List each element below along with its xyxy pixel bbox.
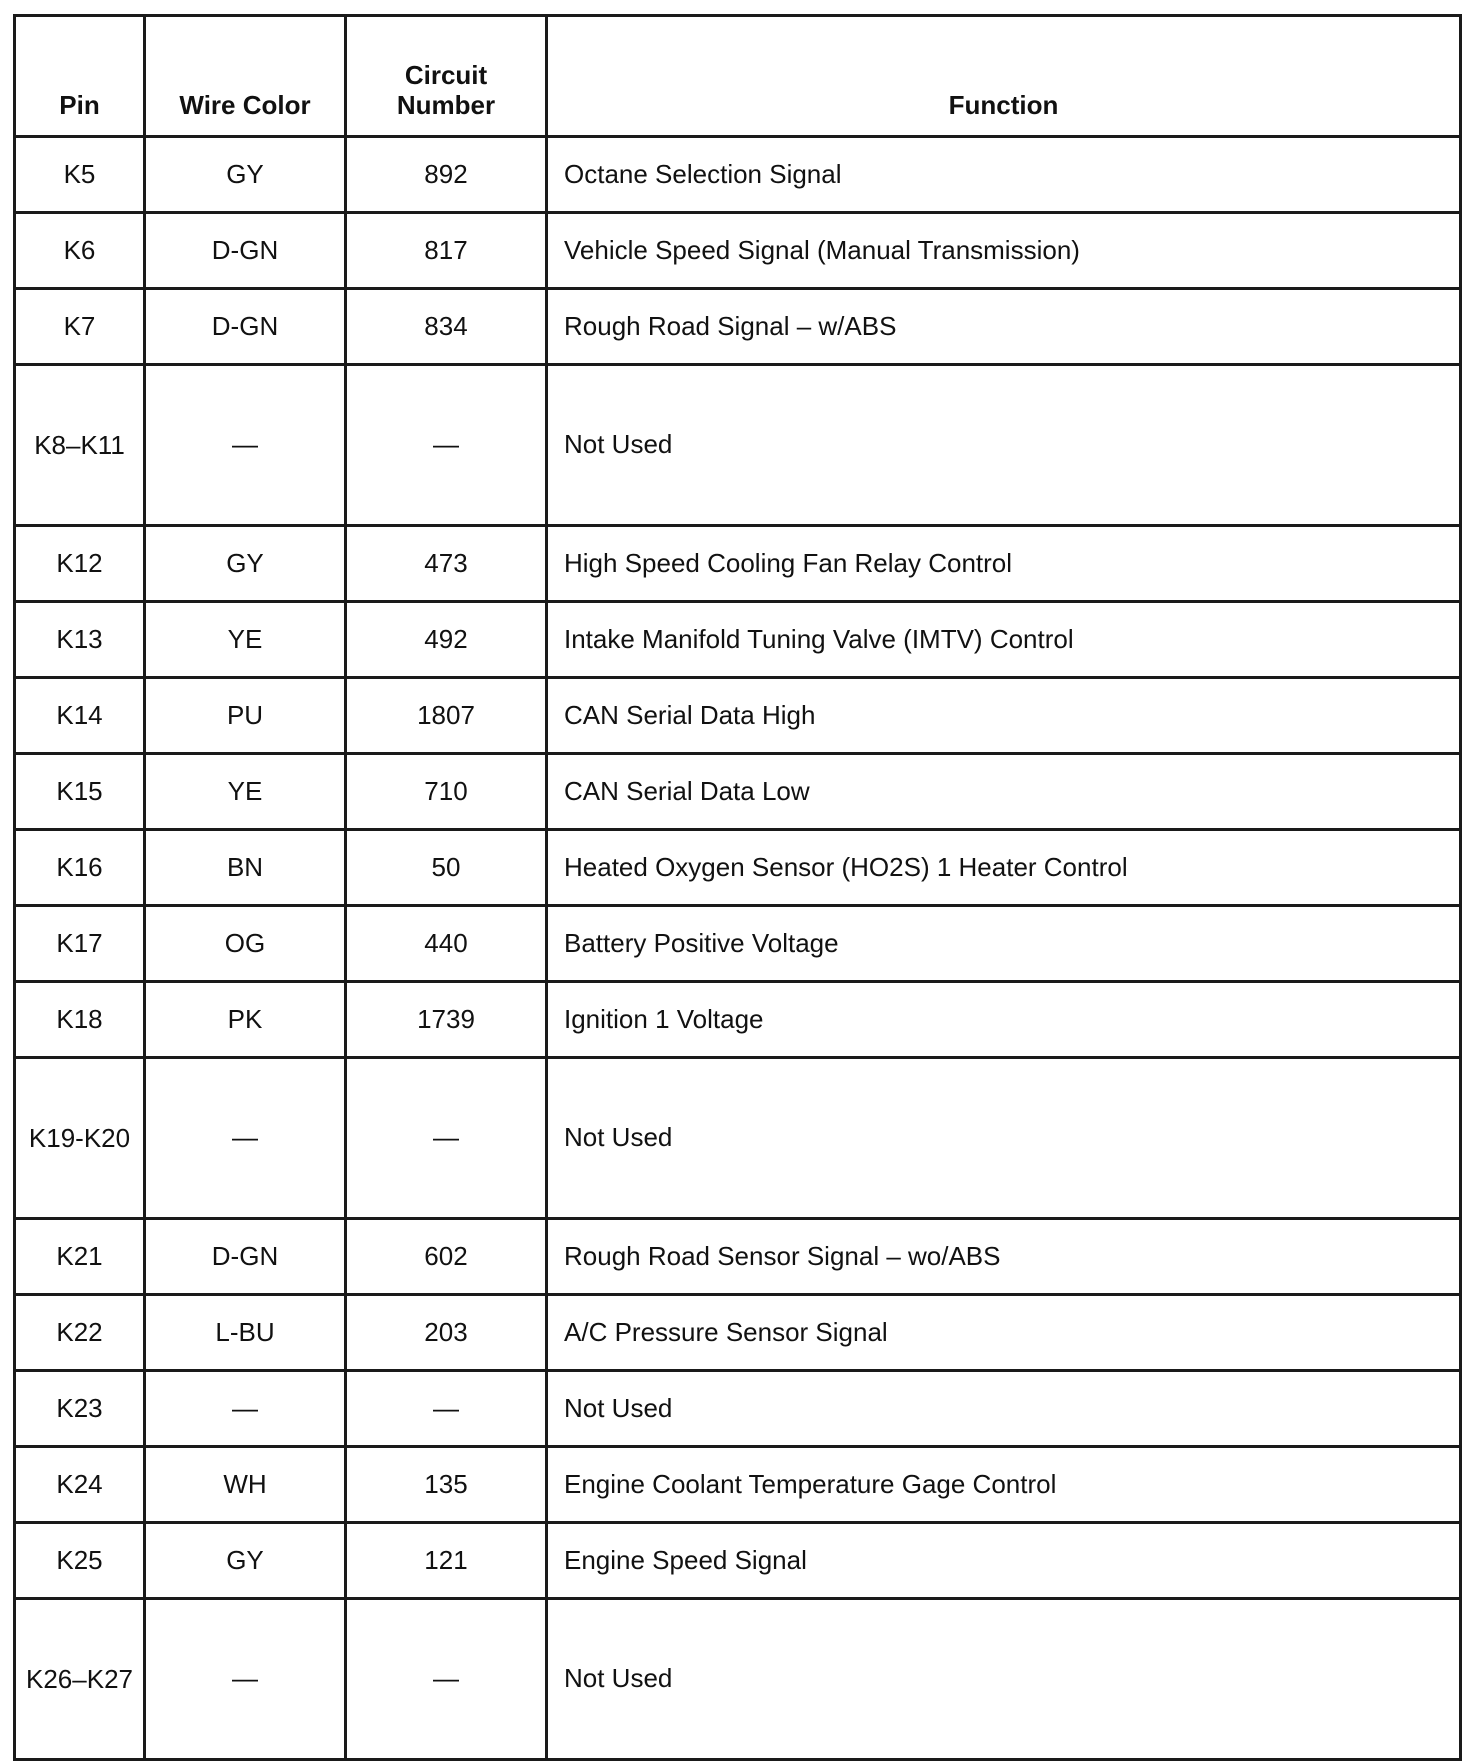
circuit-number-cell: 121 [346, 1523, 547, 1599]
header-pin: Pin [15, 16, 145, 137]
header-circuit-line2: Number [396, 90, 496, 121]
table-row [15, 906, 1461, 982]
function-cell: High Speed Cooling Fan Relay Control [547, 526, 1461, 602]
function-cell: Engine Speed Signal [547, 1523, 1461, 1599]
wire-color-cell: OG [145, 906, 346, 982]
wire-color-cell: D-GN [145, 1219, 346, 1295]
function-cell: A/C Pressure Sensor Signal [547, 1295, 1461, 1371]
pin-cell: K25 [15, 1523, 145, 1599]
pin-cell: K17 [15, 906, 145, 982]
circuit-number-cell: 602 [346, 1219, 547, 1295]
function-cell: Not Used [547, 1371, 1461, 1447]
circuit-number-cell: 492 [346, 602, 547, 678]
table-row [15, 1599, 1461, 1760]
table-row [15, 1295, 1461, 1371]
pin-cell: K5 [15, 137, 145, 213]
table-row [15, 137, 1461, 213]
circuit-number-cell: 135 [346, 1447, 547, 1523]
table-row [15, 602, 1461, 678]
wire-color-cell: L-BU [145, 1295, 346, 1371]
wire-color-cell: YE [145, 754, 346, 830]
header-function: Function [547, 16, 1461, 137]
function-cell: CAN Serial Data Low [547, 754, 1461, 830]
wire-color-cell: GY [145, 526, 346, 602]
header-wire-color: Wire Color [145, 16, 346, 137]
header-circuit-line1: Circuit [404, 60, 488, 91]
circuit-number-cell: 440 [346, 906, 547, 982]
circuit-number-cell: 817 [346, 213, 547, 289]
wire-color-cell: GY [145, 1523, 346, 1599]
wire-color-cell: — [145, 1371, 346, 1447]
wire-color-cell: — [145, 365, 346, 526]
function-cell: Rough Road Sensor Signal – wo/ABS [547, 1219, 1461, 1295]
function-cell: Not Used [547, 365, 1461, 526]
table-row [15, 1523, 1461, 1599]
pin-cell: K16 [15, 830, 145, 906]
table-row [15, 1447, 1461, 1523]
circuit-number-cell: 710 [346, 754, 547, 830]
table-row [15, 754, 1461, 830]
wire-color-cell: D-GN [145, 213, 346, 289]
table-row [15, 1219, 1461, 1295]
circuit-number-cell: 834 [346, 289, 547, 365]
pin-cell: K24 [15, 1447, 145, 1523]
wire-color-cell: BN [145, 830, 346, 906]
circuit-number-cell: — [346, 365, 547, 526]
pin-cell: K21 [15, 1219, 145, 1295]
wire-color-cell: PK [145, 982, 346, 1058]
wire-color-cell: PU [145, 678, 346, 754]
function-cell: Octane Selection Signal [547, 137, 1461, 213]
pin-cell: K6 [15, 213, 145, 289]
function-cell: Heated Oxygen Sensor (HO2S) 1 Heater Control [547, 830, 1461, 906]
function-cell: Engine Coolant Temperature Gage Control [547, 1447, 1461, 1523]
function-cell: Not Used [547, 1058, 1461, 1219]
pin-cell: K13 [15, 602, 145, 678]
table-row [15, 365, 1461, 526]
header-row [15, 16, 1461, 137]
circuit-number-cell: — [346, 1371, 547, 1447]
pin-cell: K23 [15, 1371, 145, 1447]
circuit-number-cell: 1807 [346, 678, 547, 754]
circuit-number-cell: 892 [346, 137, 547, 213]
wire-color-cell: D-GN [145, 289, 346, 365]
wire-color-cell: WH [145, 1447, 346, 1523]
wire-color-cell: GY [145, 137, 346, 213]
function-cell: Battery Positive Voltage [547, 906, 1461, 982]
circuit-number-cell: 473 [346, 526, 547, 602]
pin-cell: K19-K20 [15, 1058, 145, 1219]
function-cell: Not Used [547, 1599, 1461, 1760]
function-cell: Intake Manifold Tuning Valve (IMTV) Control [547, 602, 1461, 678]
table-row [15, 526, 1461, 602]
pin-cell: K26–K27 [15, 1599, 145, 1760]
table-row [15, 1058, 1461, 1219]
table-row [15, 289, 1461, 365]
circuit-number-cell: — [346, 1599, 547, 1760]
circuit-number-cell: 50 [346, 830, 547, 906]
table-row [15, 830, 1461, 906]
function-cell: Vehicle Speed Signal (Manual Transmission) [547, 213, 1461, 289]
pin-cell: K14 [15, 678, 145, 754]
function-cell: CAN Serial Data High [547, 678, 1461, 754]
pin-cell: K12 [15, 526, 145, 602]
pin-cell: K15 [15, 754, 145, 830]
circuit-number-cell: 203 [346, 1295, 547, 1371]
pin-cell: K22 [15, 1295, 145, 1371]
pin-cell: K7 [15, 289, 145, 365]
table-row [15, 213, 1461, 289]
function-cell: Rough Road Signal – w/ABS [547, 289, 1461, 365]
wire-color-cell: — [145, 1599, 346, 1760]
table-row [15, 1371, 1461, 1447]
pin-cell: K8–K11 [15, 365, 145, 526]
table-row [15, 678, 1461, 754]
wire-color-cell: — [145, 1058, 346, 1219]
header-circuit-number [346, 16, 547, 137]
circuit-number-cell: 1739 [346, 982, 547, 1058]
circuit-number-cell: — [346, 1058, 547, 1219]
pin-cell: K18 [15, 982, 145, 1058]
table-row [15, 982, 1461, 1058]
wire-color-cell: YE [145, 602, 346, 678]
pinout-table [13, 14, 1462, 1761]
function-cell: Ignition 1 Voltage [547, 982, 1461, 1058]
